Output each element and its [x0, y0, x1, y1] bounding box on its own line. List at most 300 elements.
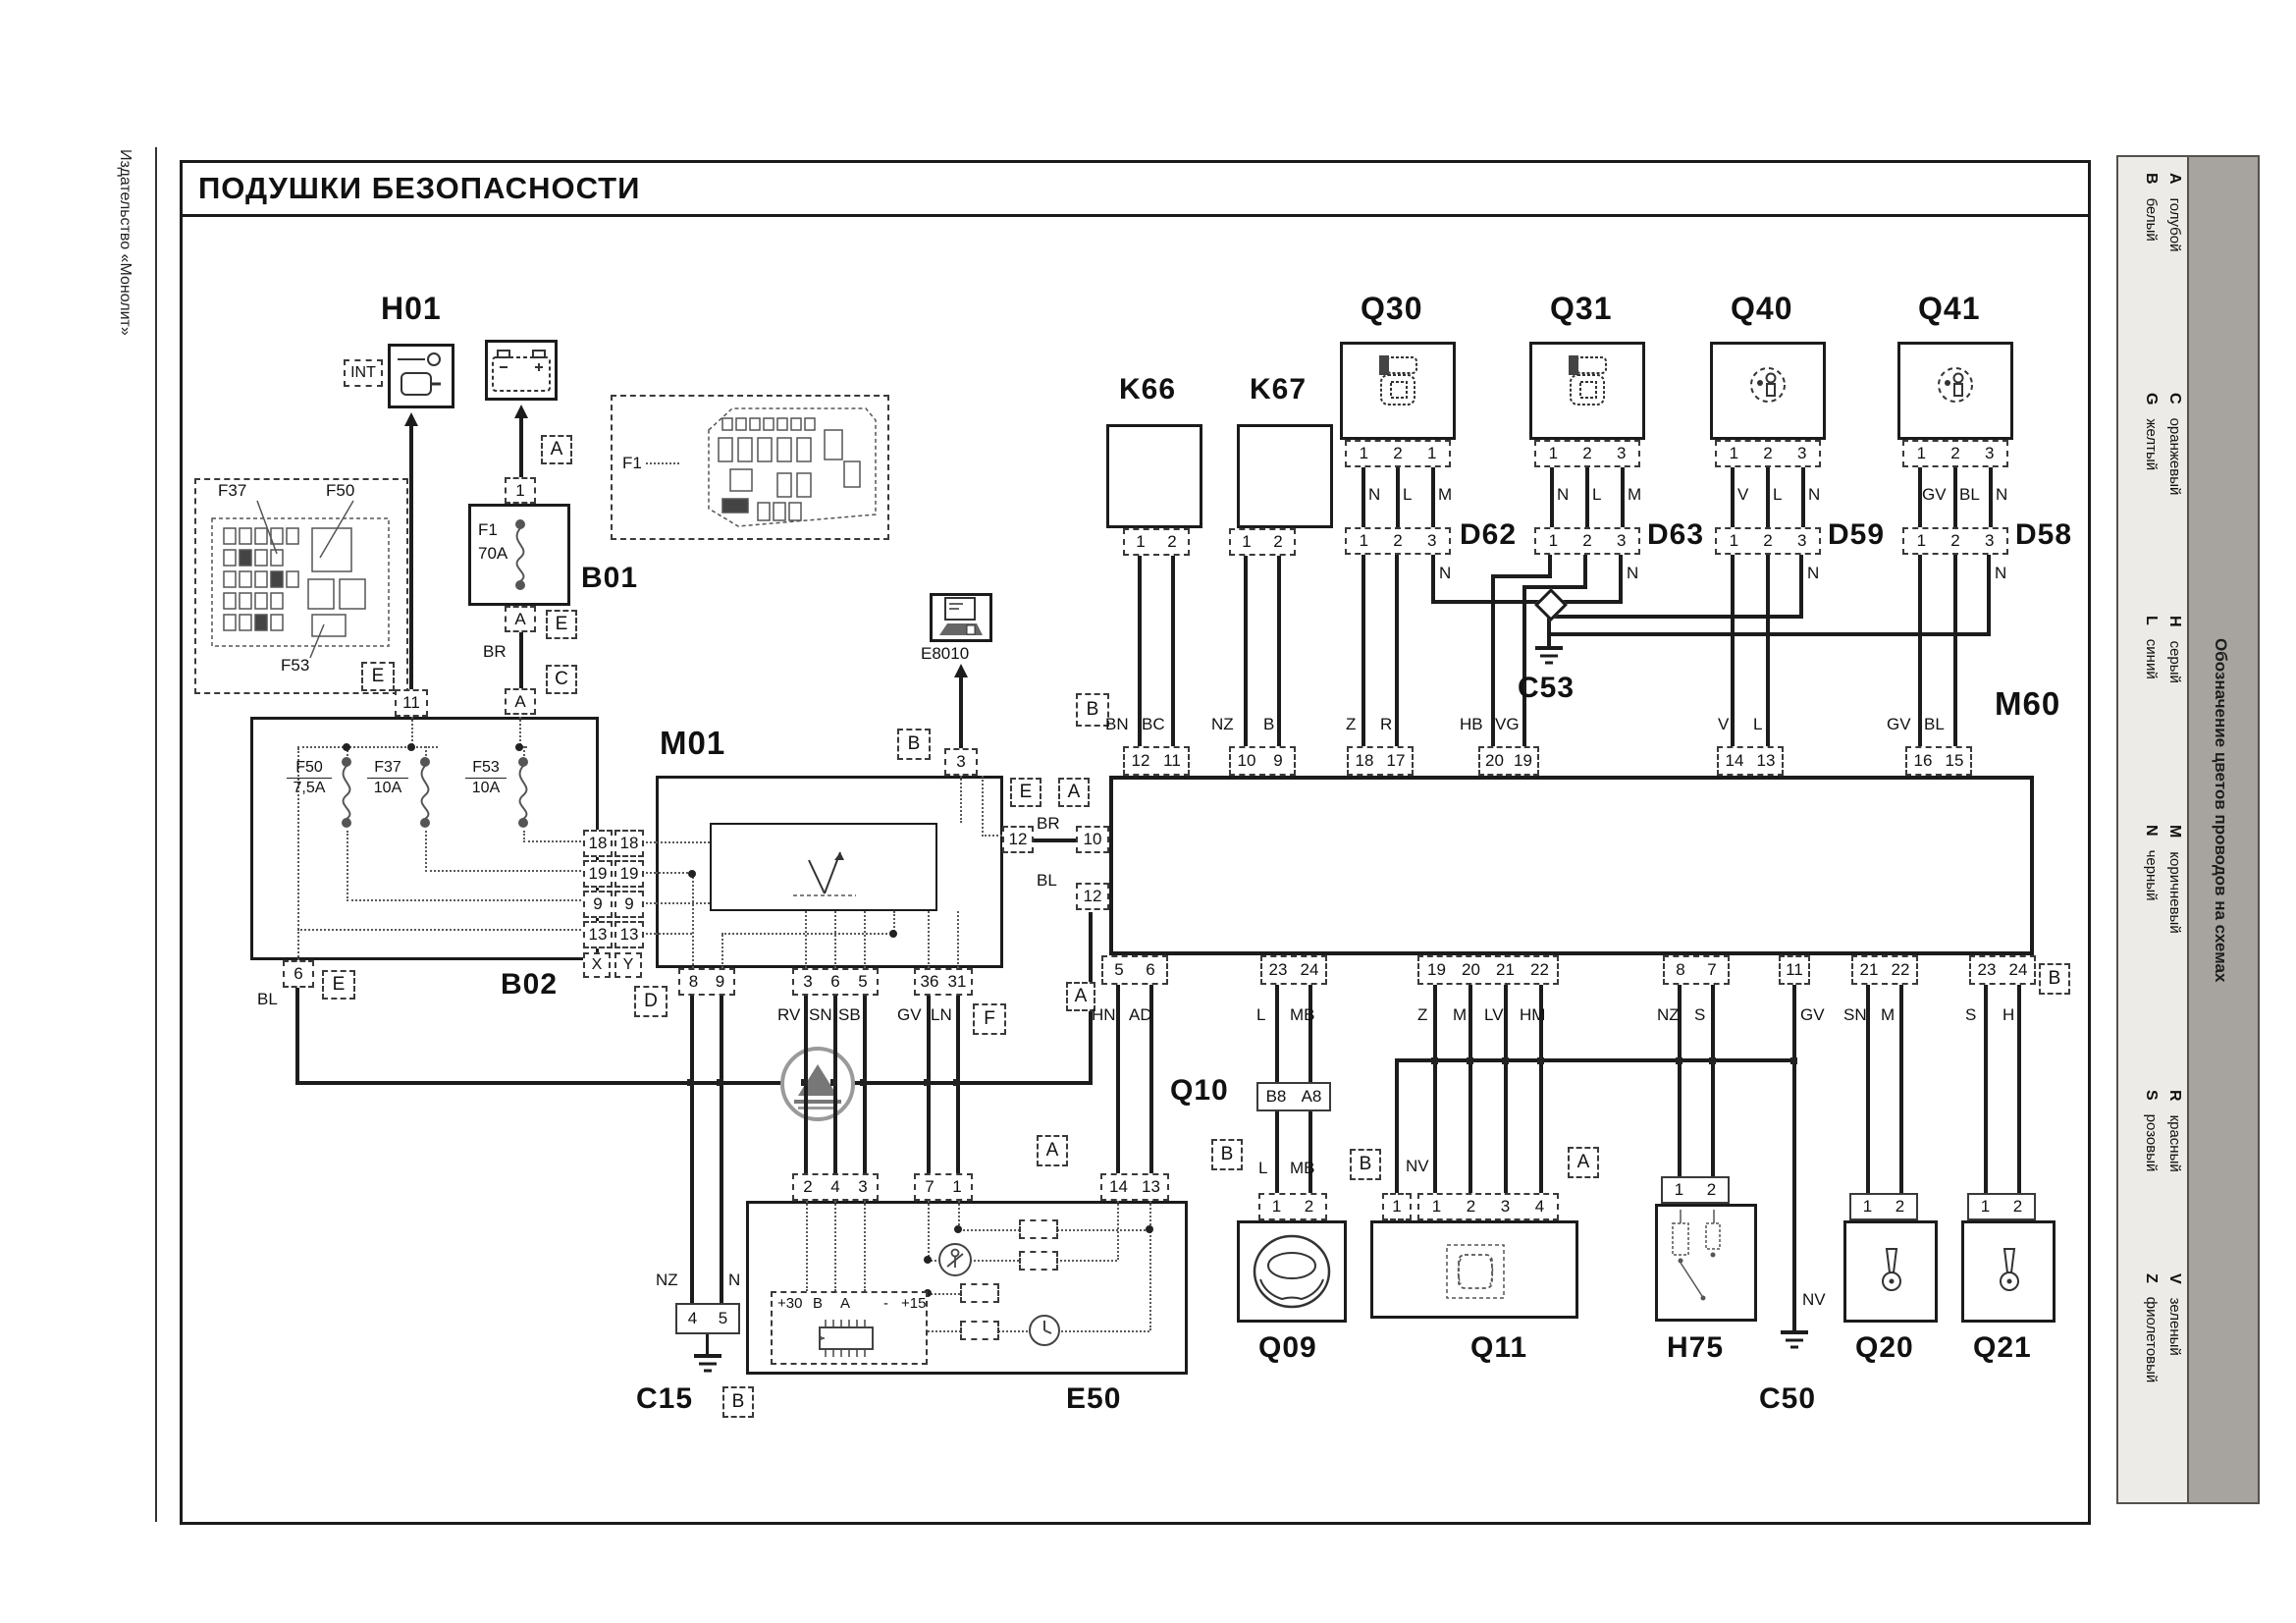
junction-dot — [688, 870, 696, 878]
pin-number: 18 — [1355, 751, 1374, 770]
legend-color: зеленый — [2166, 1297, 2183, 1356]
wire — [1396, 467, 1400, 527]
legend-code: M — [2166, 825, 2183, 839]
airbag-module-icon — [1445, 1243, 1506, 1300]
q11-pin-row — [1417, 1193, 1559, 1220]
m01-int-wire — [656, 872, 692, 874]
wire-label: GV — [1887, 715, 1911, 733]
wire — [1711, 985, 1715, 1176]
e50-pin-row — [792, 1173, 879, 1201]
wire — [1792, 985, 1796, 1330]
pin-number: 23 — [1977, 960, 1997, 979]
connector-tag: E — [361, 662, 395, 691]
wire-cross-dot — [1431, 1057, 1438, 1064]
wire-label: NZ — [1211, 715, 1234, 733]
chip-icon — [818, 1320, 875, 1357]
m60-pin-row — [1347, 746, 1414, 776]
k66-pin-row — [1123, 528, 1190, 556]
resistor-icon — [1019, 1251, 1058, 1271]
wire-cross-dot — [860, 1079, 867, 1086]
wire — [1138, 556, 1142, 746]
wire-label: HM — [1520, 1005, 1546, 1024]
wire-cross-dot — [1709, 1057, 1716, 1064]
pin-cell: A — [505, 688, 536, 715]
b02-int-wire — [347, 831, 348, 901]
wire-label: BL — [1959, 485, 1980, 504]
wire — [1899, 985, 1903, 1193]
wire-label: BR — [1037, 814, 1060, 833]
k67-pin-row — [1229, 528, 1296, 556]
wire-label: V — [1737, 485, 1749, 504]
ground-stem — [706, 1334, 709, 1354]
pin-cell: 12 — [1002, 826, 1034, 853]
pin-number: 5 — [858, 972, 868, 991]
wire-nv — [1395, 1058, 1796, 1062]
pin-number: 3 — [1984, 531, 1995, 550]
m60-pin-row — [1101, 955, 1168, 985]
m01-int-wire — [982, 835, 1002, 837]
legend-color: фиолетовый — [2143, 1296, 2160, 1383]
wire — [1766, 555, 1770, 746]
connector-tag: X — [583, 952, 611, 978]
component-label-q21: Q21 — [1973, 1331, 2032, 1364]
junction-dot — [889, 930, 897, 938]
fuse-icon — [413, 756, 437, 833]
wire — [1550, 467, 1554, 527]
wire — [1731, 555, 1735, 746]
legend-pair-cg — [2136, 393, 2183, 560]
d58-pin-row — [1902, 527, 2008, 555]
legend-color: коричневый — [2166, 851, 2183, 934]
pin-number: 24 — [1300, 960, 1319, 979]
b02-int-wire — [425, 831, 427, 872]
wire-label: HN — [1092, 1005, 1116, 1024]
battery-icon — [489, 344, 554, 397]
pin-number: 4 — [687, 1309, 698, 1327]
wire-label: M — [1453, 1005, 1468, 1024]
connector-tag: E — [322, 970, 355, 1000]
pin-number: 1 — [952, 1177, 962, 1196]
wire — [1984, 985, 1988, 1193]
legend-code: A — [2166, 173, 2183, 185]
d63-pin-row — [1534, 527, 1640, 555]
fuse-rating: 70A — [478, 544, 508, 563]
m60-pin-row — [1969, 955, 2036, 985]
wire-label: Z — [1417, 1005, 1428, 1024]
wire-label: BN — [1105, 715, 1129, 733]
q20-pin-row — [1849, 1193, 1918, 1220]
m60-pin-row — [1779, 955, 1810, 985]
pin-number: 5 — [718, 1309, 728, 1327]
fuse-icon — [508, 518, 532, 591]
wire-label: NZ — [1657, 1005, 1680, 1024]
legend-entry — [2165, 173, 2183, 340]
pretensioner-icon — [1549, 352, 1628, 410]
m01-int-wire — [721, 935, 723, 968]
fuse-name: F50 — [287, 758, 332, 779]
fuse-panel-locator-icon — [210, 514, 393, 652]
wire — [1551, 615, 1803, 619]
wire-label: N — [1368, 485, 1381, 504]
legend-color: красный — [2166, 1114, 2183, 1172]
component-label-q31: Q31 — [1550, 291, 1613, 326]
wire-cross-dot — [801, 1079, 808, 1086]
pin-number: 1 — [1359, 444, 1369, 462]
wire-bl — [295, 988, 299, 1085]
pin-number: 2 — [1167, 532, 1177, 551]
wire-label: BR — [483, 642, 507, 661]
connector-tag: B — [1211, 1139, 1243, 1170]
side-airbag-icon — [1738, 357, 1797, 412]
component-label-k66: K66 — [1119, 373, 1177, 406]
m60-pin-row — [1663, 955, 1730, 985]
b02-int-wire — [347, 899, 585, 901]
pin-number: 19 — [1514, 751, 1532, 770]
pin-number: 3 — [1426, 531, 1437, 550]
pin-number: 3 — [1796, 444, 1807, 462]
pin-number: 3 — [803, 972, 813, 991]
legend-pair-rs — [2136, 1090, 2183, 1237]
pin-number: A8 — [1301, 1087, 1322, 1106]
arrow-up-icon — [954, 664, 968, 677]
wire-label: GV — [1922, 485, 1947, 504]
m01-int-wire — [982, 776, 984, 837]
pin-number: 1 — [1242, 532, 1252, 551]
pin-cell: 11 — [395, 689, 428, 717]
b02-int-wire — [425, 870, 585, 872]
component-label-b01: B01 — [581, 562, 639, 594]
wire — [1731, 467, 1735, 527]
legend-color: черный — [2143, 849, 2160, 901]
e50-int-wire — [1149, 1201, 1151, 1330]
pin-cell: 18 — [583, 830, 613, 857]
pin-cell: 18 — [614, 830, 644, 857]
pin-cell: 19 — [614, 860, 644, 888]
pin-number: 23 — [1268, 960, 1288, 979]
wire — [1989, 467, 1993, 527]
m01-int-wire — [957, 911, 959, 968]
wire-label: N — [1557, 485, 1570, 504]
pin-cell: 9 — [583, 891, 613, 918]
pin-cell: 13 — [583, 921, 613, 948]
pin-number: 1 — [1548, 531, 1559, 550]
clock-icon — [1027, 1313, 1062, 1348]
wire — [1431, 467, 1435, 527]
pin-number: 1 — [1862, 1197, 1873, 1216]
component-label-q09: Q09 — [1258, 1331, 1317, 1364]
wire-label: SN — [1843, 1005, 1867, 1024]
junction-dot — [343, 743, 350, 751]
e50-int-wire — [864, 1201, 866, 1291]
link-stub — [646, 872, 656, 874]
pin-cell: 9 — [614, 891, 644, 918]
fuse-name: F1 — [478, 520, 498, 539]
wire — [1953, 555, 1957, 746]
d59-pin-row — [1715, 527, 1821, 555]
pin-number: 20 — [1485, 751, 1504, 770]
pin-number: 1 — [1426, 444, 1437, 462]
wire — [1504, 985, 1508, 1193]
link-stub — [646, 841, 656, 843]
wire — [1244, 556, 1248, 746]
m01-int-wire — [656, 841, 710, 843]
resistor-icon — [960, 1283, 999, 1303]
wire-label: AD — [1129, 1005, 1152, 1024]
pin-number: 9 — [1273, 751, 1283, 770]
connector-tag: A — [1037, 1135, 1068, 1166]
wire-cross-dot — [1467, 1057, 1473, 1064]
pin-number: 1 — [1916, 531, 1927, 550]
fuse-label — [287, 758, 332, 798]
b02-int-wire — [297, 746, 438, 748]
wire — [1362, 555, 1365, 746]
wire — [1277, 556, 1281, 746]
wire-label: N — [1807, 564, 1820, 582]
wire-br — [519, 632, 523, 688]
wire-label: N — [1995, 564, 2007, 582]
pin-number: 8 — [688, 972, 699, 991]
pin-number: 2 — [1466, 1197, 1476, 1216]
wire — [1621, 467, 1625, 527]
component-label-q40: Q40 — [1731, 291, 1793, 326]
wire-label: GV — [897, 1005, 922, 1024]
c15-pin-row — [675, 1303, 740, 1334]
terminal-label: +15 — [901, 1295, 927, 1312]
link-stub — [646, 902, 656, 904]
terminal-label: B — [813, 1295, 824, 1312]
wire-label: V — [1718, 715, 1730, 733]
component-label-q11: Q11 — [1470, 1331, 1528, 1364]
seatbelt-lamp-icon — [936, 1241, 974, 1278]
pin-number: 7 — [925, 1177, 934, 1196]
wire — [1275, 985, 1279, 1082]
h75-pin-row — [1661, 1176, 1730, 1204]
component-label-q10: Q10 — [1170, 1074, 1229, 1107]
k66-box — [1106, 424, 1202, 528]
wire — [1918, 555, 1922, 746]
wire-e8010 — [959, 676, 963, 748]
legend-pair-ab — [2136, 173, 2183, 340]
fuse-icon — [335, 756, 358, 833]
wire-label: L — [1258, 1159, 1268, 1177]
legend-pair-mn — [2136, 825, 2183, 1001]
wire — [1585, 467, 1589, 527]
m01-pin-row — [914, 968, 973, 996]
q31-pin-row — [1534, 440, 1640, 467]
connector-tag: C — [546, 665, 577, 694]
wire-label: L — [1773, 485, 1783, 504]
wire — [1491, 574, 1552, 578]
wire-label: H — [2002, 1005, 2015, 1024]
wire-label: NV — [1802, 1290, 1826, 1309]
pin-cell: 6 — [283, 960, 314, 988]
wire-label: N — [1627, 564, 1639, 582]
m01-int-wire — [928, 911, 930, 968]
legend-code: L — [2143, 616, 2160, 625]
junction-dot — [515, 743, 523, 751]
ground-icon — [692, 1354, 723, 1374]
wire-label: BL — [1924, 715, 1945, 733]
wire-label: RV — [777, 1005, 801, 1024]
m60-pin-row — [1260, 955, 1327, 985]
publisher-margin-text: Издательство «Монолит» — [117, 149, 133, 336]
wire — [1583, 555, 1587, 589]
wire-label: BL — [257, 990, 278, 1008]
m60-pin-row — [1229, 746, 1296, 776]
b02-int-wire — [297, 929, 585, 931]
pin-number: 3 — [1616, 531, 1627, 550]
wire-label: HB — [1460, 715, 1483, 733]
pin-cell: 19 — [583, 860, 613, 888]
component-label-q41: Q41 — [1918, 291, 1981, 326]
e50-int-wire — [806, 1201, 808, 1291]
wire-label: N — [1996, 485, 2008, 504]
junction-dot — [1146, 1225, 1153, 1233]
wire-cross-dot — [1676, 1057, 1682, 1064]
wire-label: B — [1263, 715, 1275, 733]
legend-color: голубой — [2166, 197, 2183, 252]
pin-number: 13 — [1756, 751, 1776, 770]
pin-number: 2 — [1763, 444, 1773, 462]
wire — [1431, 555, 1435, 604]
pin-number: 3 — [1616, 444, 1627, 462]
wire-cross-dot — [717, 1079, 723, 1086]
pin-number: 13 — [1142, 1177, 1160, 1196]
connector-label-d62: D62 — [1460, 518, 1518, 551]
q30-pin-row — [1345, 440, 1451, 467]
wire-label: R — [1380, 715, 1393, 733]
pin-number: 22 — [1530, 960, 1549, 979]
pin-number: 31 — [947, 972, 967, 991]
component-label-c50: C50 — [1759, 1382, 1817, 1415]
fuse-ref-label: F53 — [281, 656, 310, 675]
pin-number: 1 — [1431, 1197, 1442, 1216]
wire — [1116, 985, 1120, 1173]
pin-cell: 13 — [614, 921, 644, 948]
pin-number: 2 — [1950, 444, 1960, 462]
pin-cell: 12 — [1076, 883, 1109, 910]
connector-tag-int: INT — [344, 359, 383, 387]
q40-pin-row — [1715, 440, 1821, 467]
connector-tag: A — [1066, 982, 1095, 1011]
fuse-rating: 10A — [373, 780, 402, 796]
component-label-m01: M01 — [660, 725, 726, 761]
legend-color: розовый — [2143, 1113, 2160, 1172]
component-label-m60: M60 — [1995, 685, 2061, 722]
m01-int-wire — [864, 911, 866, 968]
legend-color: оранжевый — [2166, 417, 2183, 496]
wire-label: L — [1403, 485, 1413, 504]
legend-code: B — [2143, 173, 2160, 185]
b02-int-wire — [523, 840, 585, 842]
link-stub — [646, 933, 656, 935]
pin-number: 3 — [1500, 1197, 1511, 1216]
fuse-rating: 10A — [471, 780, 501, 796]
pin-number: 7 — [1707, 960, 1717, 979]
wire — [1619, 555, 1623, 604]
legend-code: G — [2143, 393, 2160, 406]
diagnostic-connector-icon — [934, 596, 988, 639]
wire-label: GV — [1800, 1005, 1825, 1024]
legend-color: белый — [2143, 197, 2160, 242]
wire-label: M — [1628, 485, 1642, 504]
wire — [1171, 556, 1175, 746]
fuse-icon — [511, 756, 535, 833]
wire — [1522, 585, 1526, 746]
pin-number: 10 — [1237, 751, 1256, 770]
pin-number: 5 — [1114, 960, 1124, 979]
pin-number: 8 — [1676, 960, 1685, 979]
fuse-panel-icon — [679, 401, 883, 534]
legend-color: серый — [2166, 640, 2183, 683]
component-label-q20: Q20 — [1855, 1331, 1914, 1364]
pin-number: 1 — [1359, 531, 1369, 550]
wire-br — [1034, 839, 1076, 842]
wire-label: SN — [809, 1005, 832, 1024]
m01-int-wire — [960, 776, 962, 823]
wire — [1308, 985, 1312, 1082]
wire-junction-dot — [1790, 1057, 1797, 1064]
wire-h01 — [409, 424, 413, 689]
wire-label: M — [1881, 1005, 1896, 1024]
legend-code: V — [2166, 1273, 2183, 1284]
m01-pin-row — [792, 968, 879, 996]
m60-box — [1109, 776, 2034, 955]
connector-tag: A — [541, 435, 572, 464]
m60-pin-row — [1478, 746, 1539, 776]
pin-number: 2 — [1393, 444, 1403, 462]
legend-pair-vz — [2136, 1273, 2183, 1450]
pin-number: 1 — [1674, 1180, 1684, 1199]
pin-number: 2 — [1895, 1197, 1905, 1216]
pin-number: 1 — [1729, 444, 1739, 462]
wire-label: BC — [1142, 715, 1165, 733]
wire-label: LV — [1484, 1005, 1504, 1024]
wire — [1491, 574, 1495, 746]
pin-number: 16 — [1913, 751, 1933, 770]
junction-dot — [954, 1225, 962, 1233]
pin-number: 2 — [1582, 531, 1592, 550]
title-underline — [183, 214, 2088, 217]
pin-cell: 1 — [1382, 1193, 1412, 1220]
wire-label: BL — [1037, 871, 1057, 890]
terminal-label: +30 — [777, 1295, 803, 1312]
e50-int-wire — [834, 1201, 836, 1291]
pin-number: 15 — [1945, 751, 1964, 770]
m01-int-wire — [721, 933, 895, 935]
wire — [1766, 467, 1770, 527]
connector-tag: D — [634, 986, 667, 1017]
wire-cross-dot — [953, 1079, 960, 1086]
publisher-watermark-icon — [780, 1047, 855, 1121]
pin-number: 1 — [1980, 1197, 1991, 1216]
pin-number: 4 — [1534, 1197, 1545, 1216]
wire — [1801, 467, 1805, 527]
m01-int-wire — [834, 911, 836, 968]
wire-label: VG — [1495, 715, 1520, 733]
m60-pin-row — [1905, 746, 1972, 776]
terminal-label: - — [883, 1295, 888, 1312]
q10-connector-row — [1256, 1082, 1331, 1111]
wire — [1551, 632, 1991, 636]
margin-divider — [155, 147, 157, 1522]
pin-number: 20 — [1462, 960, 1480, 979]
legend-title: Обозначение цветов проводов на схемах — [2212, 638, 2230, 983]
connector-label-d58: D58 — [2015, 518, 2073, 551]
wire — [1953, 467, 1957, 527]
connector-tag: E — [1010, 778, 1041, 807]
component-label-k67: K67 — [1250, 373, 1308, 406]
